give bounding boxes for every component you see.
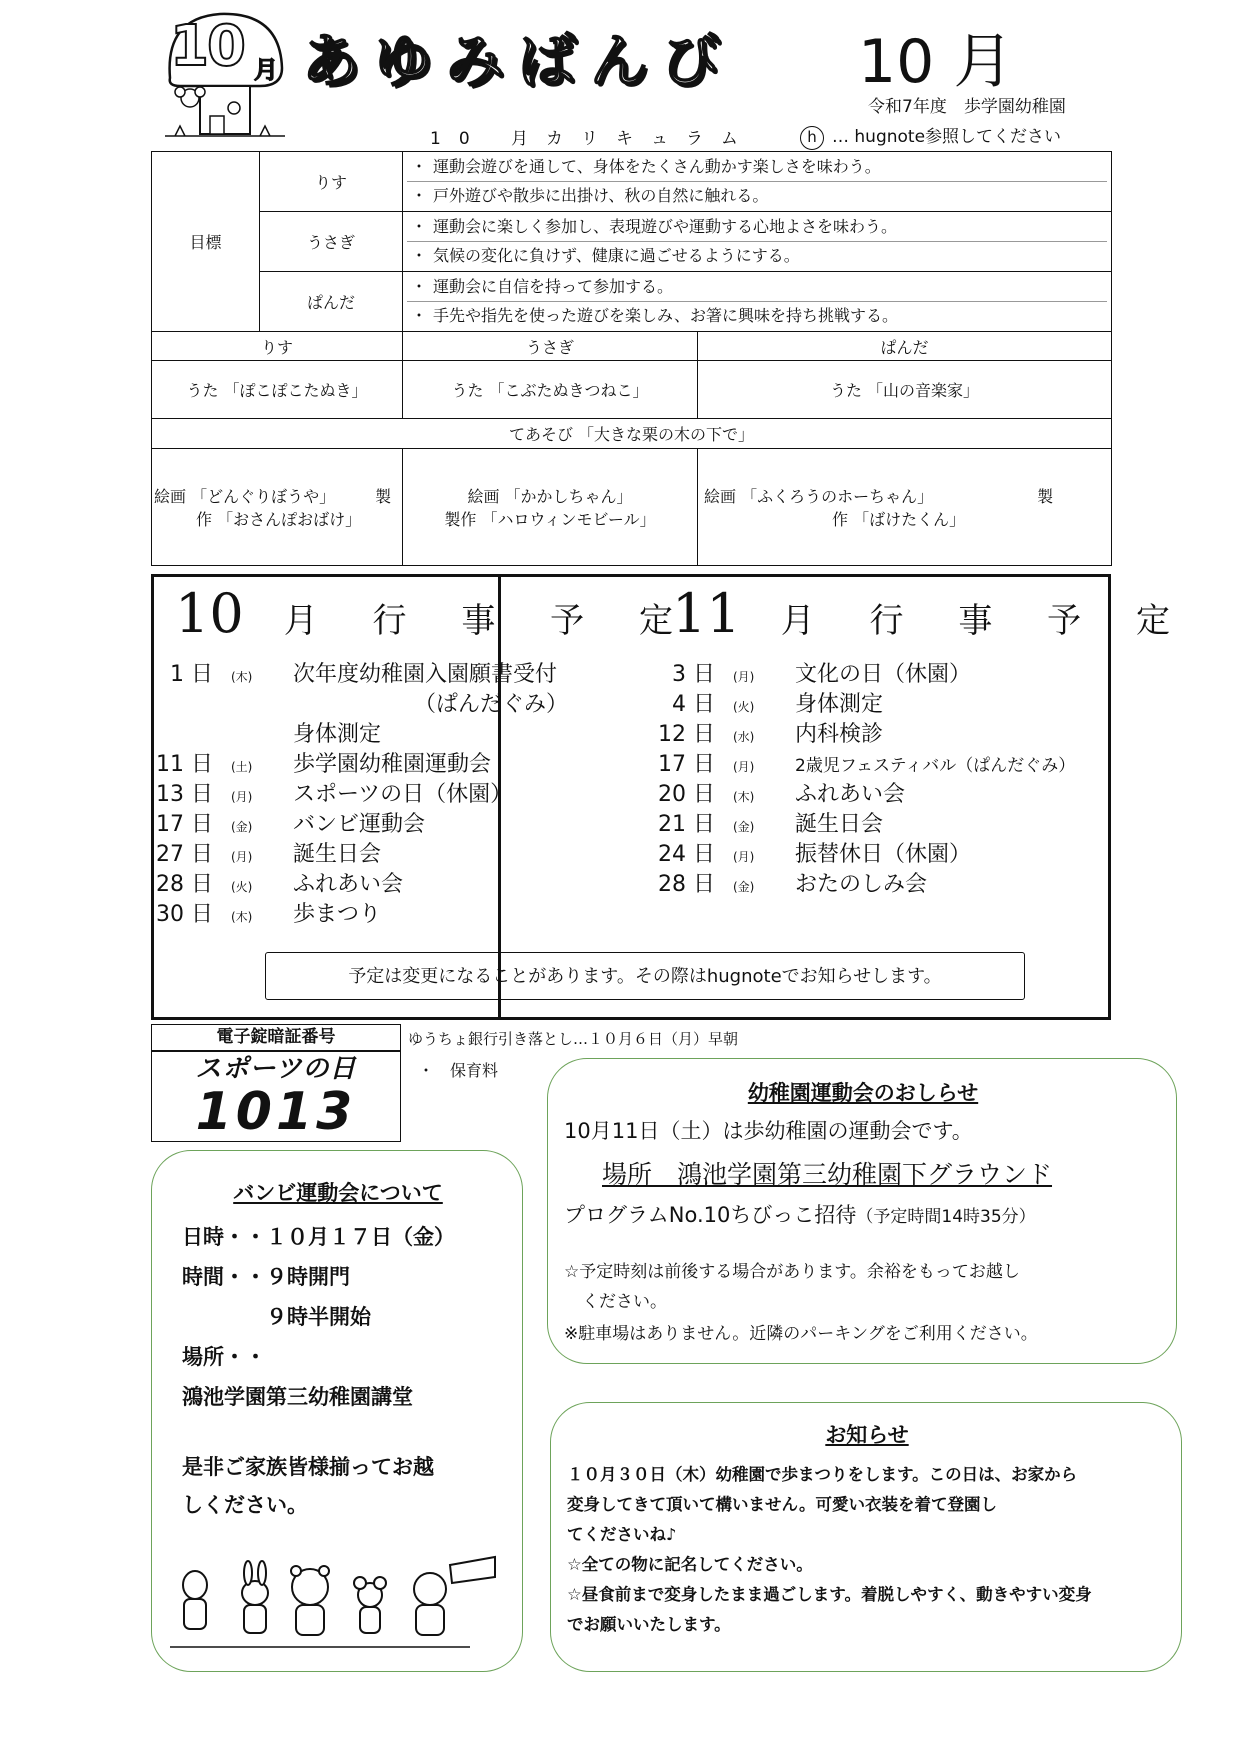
event-weekday: (月)	[733, 850, 755, 864]
event-text: 歩まつり	[293, 902, 382, 927]
craft-line: 製作 「ハロウィンモビール」	[444, 510, 656, 529]
class-header-usagi: うさぎ	[403, 332, 698, 361]
craft-line: 絵画 「ふくろうのホーちゃん」 製	[704, 487, 1054, 506]
event-row	[655, 690, 1075, 720]
event-day: 4 日	[672, 692, 715, 717]
event-weekday: (土)	[231, 760, 253, 774]
event-row	[153, 660, 568, 690]
bambi-line: 時間・・９時開門	[182, 1265, 350, 1289]
event-day: 12 日	[658, 722, 715, 747]
event-row	[153, 840, 568, 870]
event-text: （ぱんだぐみ）	[293, 692, 569, 717]
event-text: バンビ運動会	[293, 812, 426, 837]
event-weekday: (月)	[231, 850, 253, 864]
bambi-line: 場所・・	[182, 1345, 266, 1369]
event-row	[655, 720, 1075, 750]
issue-month: 10 月	[858, 27, 1014, 97]
october-events-heading	[175, 582, 695, 645]
event-text: ふれあい会	[795, 782, 906, 807]
goal-class-name: りす	[260, 152, 403, 212]
craft-line: 絵画 「どんぐりぼうや」 製	[154, 487, 392, 506]
event-weekday: (木)	[231, 670, 253, 684]
class-header-risu: りす	[152, 332, 403, 361]
event-row	[655, 870, 1075, 900]
goal-item: ・ 運動会に自信を持って参加する。	[407, 273, 1107, 302]
song-risu: うた 「ぽこぽこたぬき」	[152, 361, 403, 419]
event-row	[655, 840, 1075, 870]
event-text: おたのしみ会	[795, 872, 928, 897]
event-weekday: (水)	[733, 730, 755, 744]
event-day: 17 日	[156, 812, 213, 837]
event-text: 身体測定	[293, 722, 382, 747]
event-text: 文化の日（休園）	[795, 662, 972, 687]
october-heading-text: 月 行 事 予 定	[283, 601, 695, 641]
announcement-line: ☆全ての物に記名してください。	[567, 1555, 813, 1574]
announcement-line: でお願いいたします。	[567, 1615, 731, 1634]
sports-day-note: ください。	[582, 1292, 667, 1312]
event-day: 27 日	[156, 842, 213, 867]
craft-panda	[698, 449, 1112, 566]
goal-cell	[403, 272, 1112, 332]
sports-day-program-time: （予定時間14時35分）	[856, 1207, 1036, 1227]
craft-risu	[152, 449, 403, 566]
event-day: 21 日	[658, 812, 715, 837]
school-name: 令和7年度 歩学園幼稚園	[868, 97, 1066, 117]
running-animals-illustration	[170, 1555, 500, 1655]
bank-debit-note: ゆうちょ銀行引き落とし…１０月６日（月）早朝	[408, 1030, 739, 1048]
curriculum-table	[151, 151, 1112, 566]
event-text: 歩学園幼稚園運動会	[293, 752, 492, 777]
sports-day-date: 10月11日（土）は歩幼稚園の運動会です。	[564, 1119, 973, 1143]
november-events-list	[655, 660, 1075, 900]
sports-day-parking-note: ※駐車場はありません。近隣のパーキングをご利用ください。	[564, 1324, 1038, 1344]
event-day: 3 日	[672, 662, 715, 687]
event-row	[153, 900, 568, 930]
sports-day-notice-box	[547, 1058, 1177, 1364]
event-row	[655, 780, 1075, 810]
announcement-line: 変身してきて頂いて構いません。可愛い衣装を着て登園し	[567, 1495, 997, 1514]
bambi-line: ９時半開始	[182, 1305, 371, 1329]
lock-code-word: スポーツの日	[195, 1054, 357, 1084]
hugnote-note	[800, 122, 1061, 150]
sports-day-program-name: プログラムNo.10ちびっこ招待	[564, 1203, 857, 1227]
logo-month-kanji: 月	[254, 56, 278, 84]
bambi-title: バンビ運動会について	[233, 1181, 443, 1205]
event-row	[153, 720, 568, 750]
event-weekday: (木)	[231, 910, 253, 924]
lock-code-box	[151, 1051, 401, 1142]
goal-item: ・ 運動会に楽しく参加し、表現遊びや運動する心地よさを味わう。	[407, 213, 1107, 242]
bambi-line: 鴻池学園第三幼稚園講堂	[182, 1385, 413, 1409]
event-day: 28 日	[658, 872, 715, 897]
event-row	[655, 810, 1075, 840]
event-text: 身体測定	[795, 692, 884, 717]
event-weekday: (金)	[733, 880, 755, 894]
song-panda: うた 「山の音楽家」	[698, 361, 1112, 419]
event-day: 11 日	[156, 752, 213, 777]
event-text: ふれあい会	[293, 872, 404, 897]
announcement-line: １０月３０日（木）幼稚園で歩まつりをします。この日は、お家から	[567, 1465, 1078, 1484]
event-text: 誕生日会	[795, 812, 884, 837]
sports-day-note: ☆予定時刻は前後する場合があります。余裕をもってお越し	[564, 1262, 1020, 1282]
goal-item: ・ 手先や指先を使った遊びを楽しみ、お箸に興味を持ち挑戦する。	[407, 302, 1107, 330]
goal-item: ・ 気候の変化に負けず、健康に過ごせるようにする。	[407, 242, 1107, 270]
bambi-line: 日時・・１０月１７日（金）	[182, 1225, 455, 1249]
goal-cell	[403, 152, 1112, 212]
class-header-panda: ぱんだ	[698, 332, 1112, 361]
october-events-list	[153, 660, 568, 930]
lock-code-number: 1013	[195, 1082, 357, 1142]
event-day: 13 日	[156, 782, 213, 807]
announcement-box	[550, 1402, 1182, 1672]
event-day: 17 日	[658, 752, 715, 777]
event-row	[153, 690, 568, 720]
logo-month-number: 10	[170, 14, 244, 79]
event-text: 次年度幼稚園入園願書受付	[293, 662, 558, 687]
announcement-title: お知らせ	[825, 1423, 909, 1447]
sports-day-title: 幼稚園運動会のおしらせ	[747, 1081, 979, 1105]
event-weekday: (木)	[733, 790, 755, 804]
event-weekday: (月)	[231, 790, 253, 804]
schedule-change-notice: 予定は変更になることがあります。その際はhugnoteでお知らせします。	[265, 952, 1025, 1000]
goal-item: ・ 運動会遊びを通して、身体をたくさん動かす楽しさを味わう。	[407, 153, 1107, 182]
song-usagi: うた 「こぶたぬきつねこ」	[403, 361, 698, 419]
curriculum-title: 10 月カリキュラム	[430, 129, 756, 149]
event-row	[153, 870, 568, 900]
goal-item: ・ 戸外遊びや散歩に出掛け、秋の自然に触れる。	[407, 182, 1107, 210]
bambi-line: しください。	[182, 1493, 308, 1517]
goals-label: 目標	[152, 152, 260, 332]
hugnote-circle-icon: h	[800, 126, 824, 150]
event-day: 20 日	[658, 782, 715, 807]
event-weekday: (金)	[231, 820, 253, 834]
event-weekday: (月)	[733, 670, 755, 684]
announcement-line: てくださいね♪	[567, 1525, 677, 1544]
goal-cell	[403, 212, 1112, 272]
event-text: 内科検診	[795, 722, 884, 747]
craft-line: 作 「ばけたくん」	[832, 510, 966, 529]
craft-line: 絵画 「かかしちゃん」	[467, 487, 633, 506]
lock-code-label: 電子錠暗証番号	[151, 1024, 401, 1051]
event-row	[655, 750, 1075, 780]
newsletter-title: あゆみばんび	[302, 27, 735, 95]
event-weekday: (火)	[231, 880, 253, 894]
craft-line: 作 「おさんぽおばけ」	[196, 510, 362, 529]
november-number: 11	[672, 582, 741, 645]
event-row	[153, 750, 568, 780]
event-weekday: (火)	[733, 700, 755, 714]
event-day: 1 日	[170, 662, 213, 687]
event-day: 28 日	[156, 872, 213, 897]
event-text: スポーツの日（休園）	[293, 782, 513, 807]
event-row	[153, 810, 568, 840]
craft-usagi	[403, 449, 698, 566]
november-heading-text: 月 行 事 予 定	[780, 601, 1192, 641]
event-weekday: (月)	[733, 760, 755, 774]
event-row	[655, 660, 1075, 690]
event-day: 30 日	[156, 902, 213, 927]
november-events-heading	[672, 582, 1192, 645]
event-text: 2歳児フェスティバル（ぱんだぐみ）	[795, 756, 1076, 776]
goal-class-name: うさぎ	[260, 212, 403, 272]
goal-class-name: ぱんだ	[260, 272, 403, 332]
event-row	[153, 780, 568, 810]
event-text: 誕生日会	[293, 842, 382, 867]
event-day: 24 日	[658, 842, 715, 867]
announcement-line: ☆昼食前まで変身したまま過ごします。着脱しやすく、動きやすい変身	[567, 1585, 1092, 1604]
teasobi: てあそび 「大きな栗の木の下で」	[152, 419, 1112, 449]
hugnote-note-text: … hugnote参照してください	[832, 127, 1062, 147]
event-weekday: (金)	[733, 820, 755, 834]
sports-day-place: 場所 鴻池学園第三幼稚園下グラウンド	[602, 1160, 1053, 1189]
bambi-line: 是非ご家族皆様揃ってお越	[182, 1455, 434, 1479]
sports-day-program	[564, 1199, 1036, 1229]
october-number: 10	[175, 582, 244, 645]
event-text: 振替休日（休園）	[795, 842, 972, 867]
childcare-fee-item: ・ 保育料	[418, 1061, 499, 1080]
